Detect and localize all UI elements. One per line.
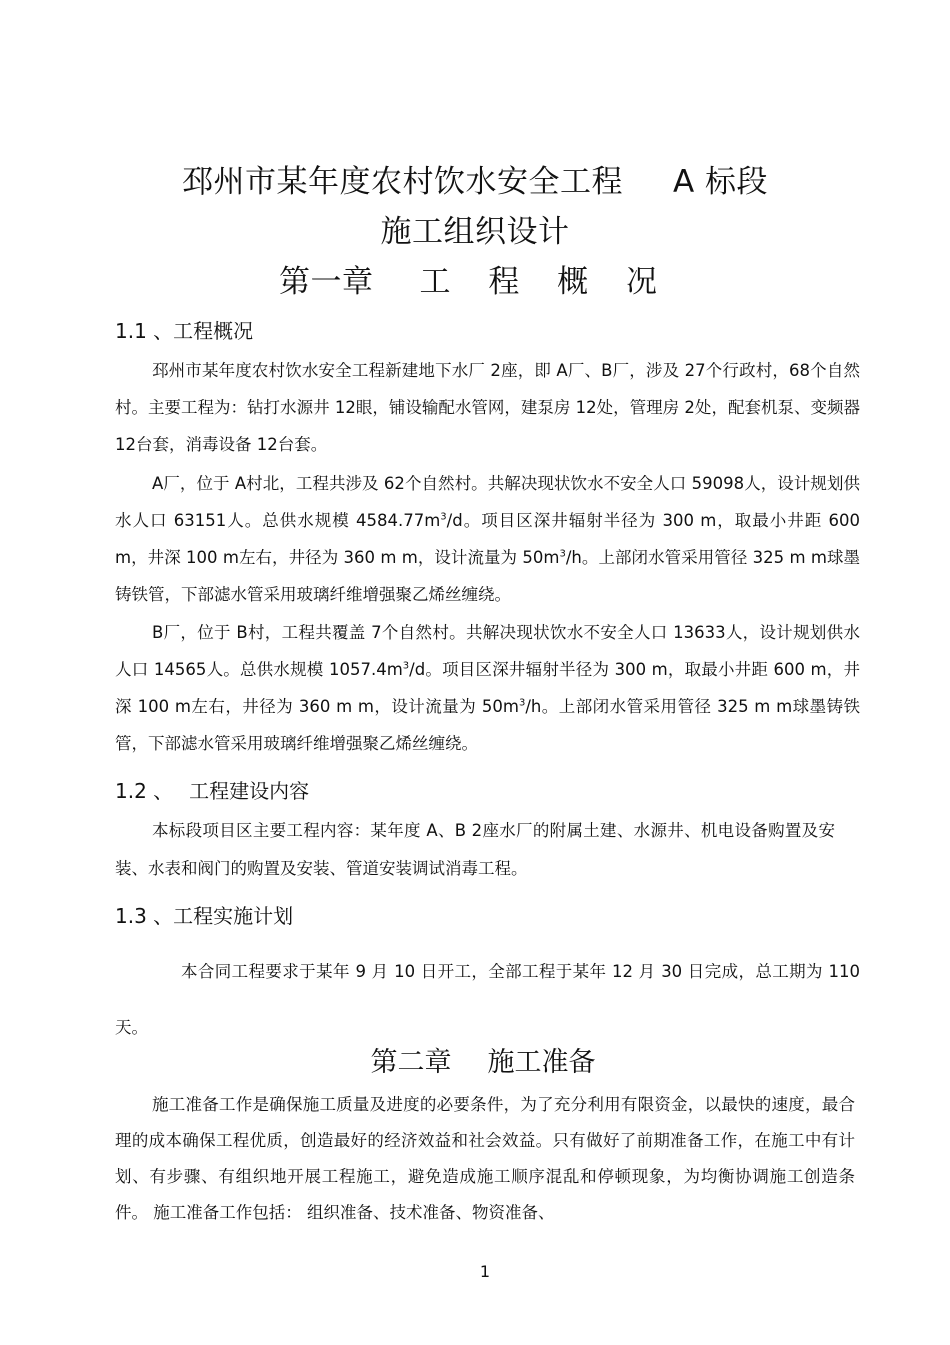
- paragraph-plant-b: [115, 614, 860, 762]
- chapter-1-title: 工 程 概 况: [419, 264, 672, 300]
- superscript-3: 3: [559, 548, 566, 560]
- section-1-1-heading: 1.1 、工程概况: [115, 319, 254, 343]
- paragraph-preparation: 施工准备工作是确保施工质量及进度的必要条件，为了充分利用有限资金，以最快的速度，最合理的成本确保工程优质，创造最好的经济效益和社会效益。只有做好了前期准备工作，在施工中有计划、有步骤、有组织地开展工程施工，避免造成施工顺序混乱和停顿现象，为均衡协调施工创造条件。 施工准备工作包括： 组织准备、技术准备、物资准备、: [115, 1095, 855, 1222]
- section-1-3-heading: 1.3 、工程实施计划: [115, 904, 294, 928]
- paragraph-plant-b-part2: /d。项目区深井辐射半径为 300 m，取最小井距 600 m，井深 100 m左右，井径为 360 m m，设计流量为 50m: [115, 660, 860, 716]
- document-title-main: 邳州市某年度农村饮水安全工程: [181, 164, 623, 200]
- paragraph-plant-a-part1: A厂，位于 A村北，工程共涉及 62个自然村。共解决现状饮水不安全人口 59098人，设计规划供水人口 63151人。总供水规模 4584.77m: [115, 474, 860, 530]
- superscript-3: 3: [402, 660, 410, 672]
- chapter-1-number: 第一章: [278, 264, 374, 300]
- chapter-2-number: 第二章: [370, 1047, 452, 1078]
- paragraph-plant-b-part1: B厂，位于 B村，工程共覆盖 7个自然村。共解决现状饮水不安全人口 13633人，设计规划供水人口 14565人。总供水规模 1057.4m: [115, 623, 860, 679]
- chapter-2-title: 施工准备: [487, 1047, 596, 1078]
- paragraph-plant-a: [115, 465, 860, 613]
- paragraph-construction-content: 本标段项目区主要工程内容：某年度 A、B 2座水厂的附属土建、水源井、机电设备购置及安装、水表和阀门的购置及安装、管道安装调试消毒工程。: [115, 821, 835, 878]
- paragraph-schedule: 本合同工程要求于某年 9 月 10 日开工，全部工程于某年 12 月 30 日完成，总工期为 110 天。: [115, 962, 860, 1037]
- document-subtitle: 施工组织设计: [380, 214, 570, 250]
- chapter-1-heading: [0, 256, 950, 301]
- section-1-2-number: 1.2 、: [115, 779, 174, 803]
- paragraph-plant-b-part3: /h。上部闭水管采用管径 325 m m球墨铸铁管，下部滤水管采用玻璃纤维增强聚乙烯丝缠绕。: [115, 697, 861, 753]
- section-1-2-heading: [115, 775, 309, 804]
- superscript-3: 3: [518, 697, 526, 709]
- section-1-2-title: 工程建设内容: [189, 779, 310, 803]
- superscript-3: 3: [440, 511, 447, 523]
- paragraph-overview: 邳州市某年度农村饮水安全工程新建地下水厂 2座，即 A厂、B厂，涉及 27个行政村，68个自然村。主要工程为：钻打水源井 12眼，铺设输配水管网，建泵房 12处，管理房 2处，配套机泵、变频器 12台套，消毒设备 12台套。: [115, 361, 860, 454]
- chapter-2-heading: [0, 1040, 950, 1079]
- document-title: [0, 156, 950, 201]
- document-title-section: A 标段: [672, 164, 769, 200]
- page-number: 1: [479, 1262, 491, 1281]
- paragraph-plant-a-part2: /d。项目区深井辐射半径为 300 m，取最小井距 600 m，井深 100 m左右，井径为 360 m m，设计流量为 50m: [115, 511, 860, 567]
- paragraph-plant-a-part3: /h。上部闭水管采用管径 325 m m球墨铸铁管，下部滤水管采用玻璃纤维增强聚乙烯丝缠绕。: [115, 548, 860, 604]
